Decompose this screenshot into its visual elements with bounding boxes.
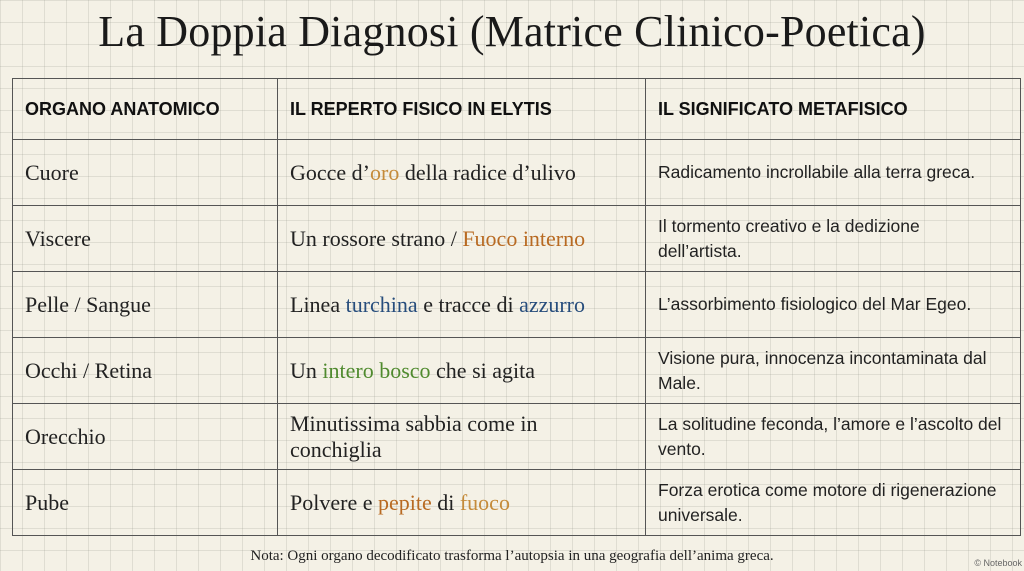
meaning-cell: Visione pura, innocenza incontaminata dal Male. — [646, 338, 1021, 404]
diagnosis-matrix-table — [12, 78, 1021, 536]
organ-cell: Occhi / Retina — [13, 338, 278, 404]
highlighted-word: pepite — [377, 489, 432, 515]
organ-cell: Pube — [13, 470, 278, 536]
table-row — [13, 206, 1021, 272]
table-row — [13, 338, 1021, 404]
organ-cell: Orecchio — [13, 404, 278, 470]
finding-text: Un rossore strano / — [290, 225, 463, 251]
column-header-finding: IL REPERTO FISICO IN ELYTIS — [278, 79, 646, 140]
table-row — [13, 470, 1021, 536]
highlighted-word: azzurro — [519, 291, 586, 317]
finding-cell — [278, 404, 646, 470]
highlighted-word: Fuoco interno — [462, 225, 586, 251]
watermark: © Notebook — [974, 558, 1022, 568]
finding-text: della radice d’ulivo — [399, 159, 576, 185]
finding-cell — [278, 206, 646, 272]
organ-cell: Pelle / Sangue — [13, 272, 278, 338]
highlighted-word: turchina — [345, 291, 418, 317]
finding-text: Un — [290, 357, 323, 383]
highlighted-word: oro — [370, 159, 400, 185]
table-header-row — [13, 79, 1021, 140]
meaning-cell: Forza erotica come motore di rigenerazione universale. — [646, 470, 1021, 536]
meaning-cell: L’assorbimento fisiologico del Mar Egeo. — [646, 272, 1021, 338]
finding-cell — [278, 470, 646, 536]
meaning-cell: Radicamento incrollabile alla terra greca. — [646, 140, 1021, 206]
footnote: Nota: Ogni organo decodificato trasforma l’autopsia in una geografia dell’anima greca. — [250, 548, 774, 564]
table-body — [13, 140, 1021, 536]
page-title: La Doppia Diagnosi (Matrice Clinico-Poetica) — [98, 7, 926, 56]
column-header-meaning: IL SIGNIFICATO METAFISICO — [646, 79, 1021, 140]
finding-text: Linea — [290, 291, 346, 317]
organ-cell: Cuore — [13, 140, 278, 206]
finding-cell — [278, 338, 646, 404]
finding-text: di — [431, 489, 460, 515]
highlighted-word: fuoco — [459, 489, 510, 515]
finding-text: che si agita — [430, 357, 536, 383]
table-row — [13, 404, 1021, 470]
meaning-cell: Il tormento creativo e la dedizione dell’artista. — [646, 206, 1021, 272]
table-row — [13, 272, 1021, 338]
finding-cell — [278, 140, 646, 206]
finding-cell — [278, 272, 646, 338]
finding-text: Minutissima sabbia come in conchiglia — [290, 410, 538, 462]
organ-cell: Viscere — [13, 206, 278, 272]
finding-text: Gocce d’ — [290, 159, 371, 185]
table-row — [13, 140, 1021, 206]
highlighted-word: intero bosco — [322, 357, 431, 383]
column-header-organ: ORGANO ANATOMICO — [13, 79, 278, 140]
finding-text: Polvere e — [290, 489, 378, 515]
meaning-cell: La solitudine feconda, l’amore e l’ascolto del vento. — [646, 404, 1021, 470]
finding-text: e tracce di — [417, 291, 520, 317]
